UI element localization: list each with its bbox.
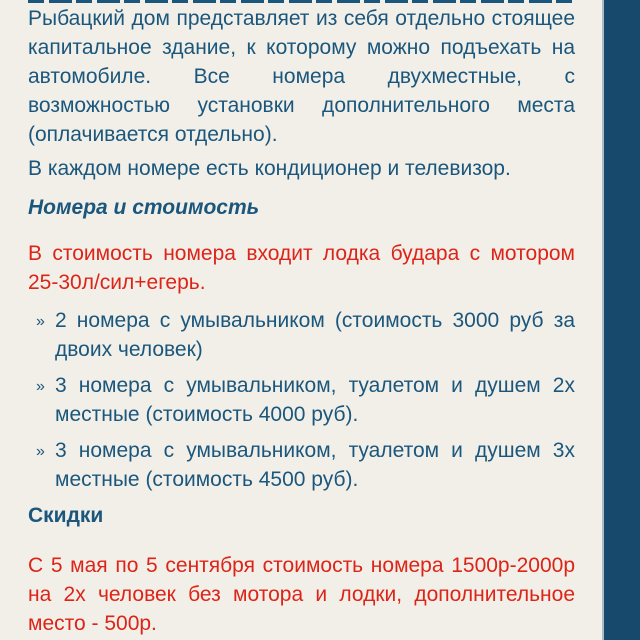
bullet-marker: » <box>36 313 45 330</box>
article <box>28 0 575 638</box>
intro-paragraph: Рыбацкий дом представляет из себя отдельно стоящее капитальное здание, к которому можно подъехать на автомобиле. Все номера двухместные, с возможностью установки дополнительного места (оплачивается отдельно). <box>28 7 575 146</box>
discounts-note: С 5 мая по 5 сентября стоимость номера 1500р-2000р на 2х человек без мотора и лодки, дополнительное место - 500р. <box>28 554 575 635</box>
room-list-item-text: 3 номера с умывальником, туалетом и душем 2х местные (стоимость 4000 руб). <box>55 374 575 426</box>
room-list-item-text: 3 номера с умывальником, туалетом и душем 3х местные (стоимость 4500 руб). <box>55 439 575 491</box>
pricing-note: В стоимость номера входит лодка будара с мотором 25-30л/сил+егерь. <box>28 242 575 294</box>
room-list-item <box>28 436 575 494</box>
room-list-item-text: 2 номера с умывальником (стоимость 3000 руб за двоих человек) <box>55 309 575 361</box>
right-edge-stripe <box>602 0 640 640</box>
room-list-item <box>28 306 575 364</box>
bullet-marker: » <box>36 378 45 395</box>
pricing-heading: Номера и стоимость <box>28 196 260 219</box>
room-list-item <box>28 371 575 429</box>
amenities-paragraph: В каждом номере есть кондиционер и телевизор. <box>28 157 511 180</box>
discounts-heading: Скидки <box>28 504 104 527</box>
room-list <box>28 306 575 494</box>
bullet-marker: » <box>36 443 45 460</box>
